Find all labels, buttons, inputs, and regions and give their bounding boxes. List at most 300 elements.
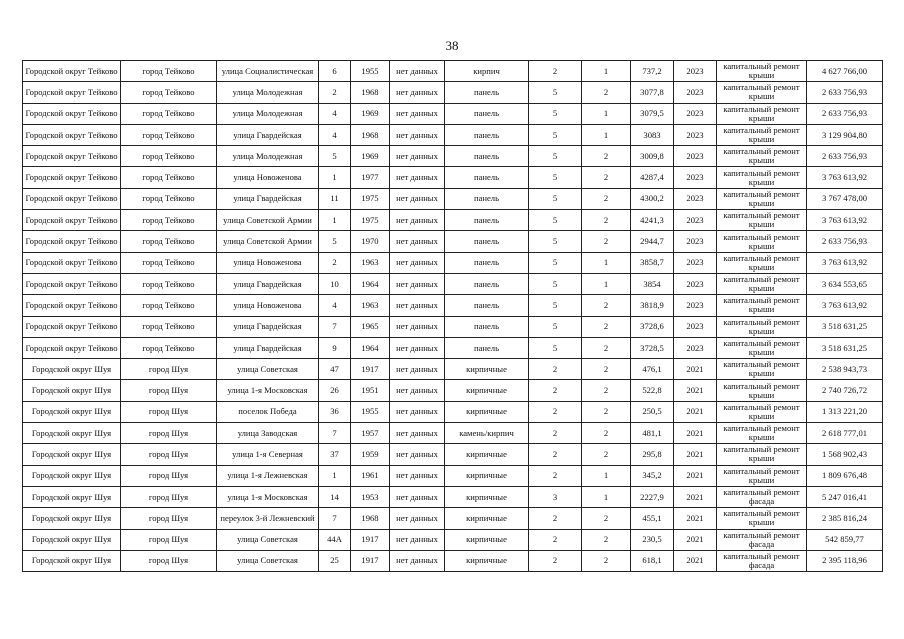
cell-plan-year: 2021	[674, 465, 717, 486]
cell-wall-material: панель	[445, 316, 529, 337]
cell-settlement: город Тейково	[121, 61, 217, 82]
cell-wall-material: кирпичные	[445, 529, 529, 550]
cell-wall-material: панель	[445, 82, 529, 103]
cell-wall-material: панель	[445, 231, 529, 252]
cell-year-built: 1917	[351, 550, 390, 571]
cell-street: улица Молодежная	[217, 82, 319, 103]
cell-work-type: капитальный ремонт фасада	[717, 550, 807, 571]
cell-year-overhaul: нет данных	[390, 423, 445, 444]
cell-year-built: 1975	[351, 188, 390, 209]
cell-area: 618,1	[631, 550, 674, 571]
cell-area: 230,5	[631, 529, 674, 550]
cell-work-type: капитальный ремонт крыши	[717, 61, 807, 82]
cell-area: 4241,3	[631, 210, 674, 231]
cell-year-built: 1969	[351, 103, 390, 124]
cell-floors: 5	[529, 167, 582, 188]
cell-settlement: город Шуя	[121, 465, 217, 486]
cell-work-type: капитальный ремонт крыши	[717, 124, 807, 145]
table-row	[23, 124, 883, 145]
cell-year-overhaul: нет данных	[390, 550, 445, 571]
table-row	[23, 82, 883, 103]
cell-area: 4300,2	[631, 188, 674, 209]
cell-year-built: 1953	[351, 486, 390, 507]
cell-cost: 3 763 613,92	[807, 252, 883, 273]
cell-municipality: Городской округ Тейково	[23, 337, 121, 358]
cell-settlement: город Тейково	[121, 337, 217, 358]
cell-cost: 3 763 613,92	[807, 210, 883, 231]
cell-plan-year: 2021	[674, 423, 717, 444]
cell-plan-year: 2023	[674, 316, 717, 337]
cell-year-overhaul: нет данных	[390, 82, 445, 103]
table-row	[23, 295, 883, 316]
cell-street: улица Молодежная	[217, 103, 319, 124]
cell-work-type: капитальный ремонт крыши	[717, 273, 807, 294]
cell-year-overhaul: нет данных	[390, 61, 445, 82]
cell-entrances: 2	[582, 550, 631, 571]
cell-entrances: 2	[582, 295, 631, 316]
cell-year-built: 1963	[351, 295, 390, 316]
cell-work-type: капитальный ремонт крыши	[717, 295, 807, 316]
cell-year-overhaul: нет данных	[390, 295, 445, 316]
cell-settlement: город Шуя	[121, 380, 217, 401]
cell-municipality: Городской округ Шуя	[23, 423, 121, 444]
cell-work-type: капитальный ремонт крыши	[717, 359, 807, 380]
table-row	[23, 401, 883, 422]
cell-plan-year: 2023	[674, 146, 717, 167]
cell-area: 345,2	[631, 465, 674, 486]
cell-cost: 1 809 676,48	[807, 465, 883, 486]
buildings-table	[22, 60, 883, 572]
cell-cost: 3 763 613,92	[807, 167, 883, 188]
cell-entrances: 2	[582, 380, 631, 401]
cell-entrances: 2	[582, 337, 631, 358]
cell-street: улица Заводская	[217, 423, 319, 444]
cell-cost: 4 627 766,00	[807, 61, 883, 82]
cell-year-built: 1975	[351, 210, 390, 231]
cell-house-number: 11	[319, 188, 351, 209]
cell-settlement: город Тейково	[121, 167, 217, 188]
cell-year-overhaul: нет данных	[390, 465, 445, 486]
cell-work-type: капитальный ремонт крыши	[717, 337, 807, 358]
table-row	[23, 337, 883, 358]
cell-work-type: капитальный ремонт фасада	[717, 486, 807, 507]
table-row	[23, 529, 883, 550]
cell-house-number: 4	[319, 295, 351, 316]
cell-floors: 5	[529, 188, 582, 209]
cell-floors: 5	[529, 295, 582, 316]
cell-work-type: капитальный ремонт крыши	[717, 82, 807, 103]
cell-year-overhaul: нет данных	[390, 380, 445, 401]
table-row	[23, 550, 883, 571]
cell-floors: 5	[529, 146, 582, 167]
cell-floors: 5	[529, 231, 582, 252]
cell-work-type: капитальный ремонт крыши	[717, 316, 807, 337]
cell-floors: 2	[529, 508, 582, 529]
cell-plan-year: 2021	[674, 401, 717, 422]
cell-street: улица Советская	[217, 359, 319, 380]
cell-wall-material: кирпич	[445, 61, 529, 82]
table-row	[23, 210, 883, 231]
cell-settlement: город Тейково	[121, 103, 217, 124]
cell-municipality: Городской округ Шуя	[23, 486, 121, 507]
cell-work-type: капитальный ремонт крыши	[717, 465, 807, 486]
cell-area: 3858,7	[631, 252, 674, 273]
cell-street: улица Советская	[217, 550, 319, 571]
cell-wall-material: панель	[445, 146, 529, 167]
cell-municipality: Городской округ Шуя	[23, 401, 121, 422]
cell-house-number: 44А	[319, 529, 351, 550]
cell-municipality: Городской округ Тейково	[23, 124, 121, 145]
cell-municipality: Городской округ Тейково	[23, 252, 121, 273]
cell-plan-year: 2023	[674, 124, 717, 145]
table-row	[23, 273, 883, 294]
cell-area: 3854	[631, 273, 674, 294]
cell-entrances: 2	[582, 401, 631, 422]
cell-cost: 5 247 016,41	[807, 486, 883, 507]
cell-entrances: 1	[582, 273, 631, 294]
cell-wall-material: панель	[445, 124, 529, 145]
cell-area: 3079,5	[631, 103, 674, 124]
cell-entrances: 1	[582, 465, 631, 486]
cell-settlement: город Тейково	[121, 231, 217, 252]
cell-municipality: Городской округ Шуя	[23, 359, 121, 380]
cell-floors: 2	[529, 550, 582, 571]
cell-house-number: 4	[319, 103, 351, 124]
cell-cost: 2 740 726,72	[807, 380, 883, 401]
cell-municipality: Городской округ Тейково	[23, 82, 121, 103]
cell-plan-year: 2023	[674, 188, 717, 209]
cell-year-built: 1957	[351, 423, 390, 444]
cell-wall-material: панель	[445, 337, 529, 358]
cell-year-overhaul: нет данных	[390, 444, 445, 465]
cell-wall-material: панель	[445, 167, 529, 188]
cell-floors: 2	[529, 380, 582, 401]
cell-work-type: капитальный ремонт крыши	[717, 188, 807, 209]
cell-floors: 5	[529, 316, 582, 337]
cell-municipality: Городской округ Тейково	[23, 295, 121, 316]
table-row	[23, 252, 883, 273]
cell-area: 522,8	[631, 380, 674, 401]
cell-work-type: капитальный ремонт фасада	[717, 529, 807, 550]
cell-area: 250,5	[631, 401, 674, 422]
cell-work-type: капитальный ремонт крыши	[717, 146, 807, 167]
cell-year-built: 1970	[351, 231, 390, 252]
cell-plan-year: 2023	[674, 252, 717, 273]
cell-street: улица Гвардейская	[217, 273, 319, 294]
cell-plan-year: 2023	[674, 82, 717, 103]
cell-street: поселок Победа	[217, 401, 319, 422]
cell-municipality: Городской округ Тейково	[23, 103, 121, 124]
cell-entrances: 2	[582, 316, 631, 337]
cell-work-type: капитальный ремонт крыши	[717, 444, 807, 465]
cell-plan-year: 2023	[674, 210, 717, 231]
cell-year-overhaul: нет данных	[390, 273, 445, 294]
cell-plan-year: 2021	[674, 359, 717, 380]
cell-settlement: город Тейково	[121, 124, 217, 145]
cell-area: 3818,9	[631, 295, 674, 316]
table-row	[23, 444, 883, 465]
cell-municipality: Городской округ Шуя	[23, 444, 121, 465]
page-number: 38	[445, 38, 459, 53]
cell-municipality: Городской округ Тейково	[23, 61, 121, 82]
cell-entrances: 2	[582, 146, 631, 167]
cell-year-built: 1968	[351, 82, 390, 103]
cell-plan-year: 2021	[674, 444, 717, 465]
cell-year-overhaul: нет данных	[390, 337, 445, 358]
cell-plan-year: 2023	[674, 61, 717, 82]
table-row	[23, 316, 883, 337]
cell-year-built: 1917	[351, 359, 390, 380]
cell-entrances: 2	[582, 167, 631, 188]
cell-area: 481,1	[631, 423, 674, 444]
cell-wall-material: панель	[445, 252, 529, 273]
cell-area: 3728,6	[631, 316, 674, 337]
cell-year-built: 1977	[351, 167, 390, 188]
cell-work-type: капитальный ремонт крыши	[717, 103, 807, 124]
cell-year-overhaul: нет данных	[390, 508, 445, 529]
cell-street: улица Гвардейская	[217, 188, 319, 209]
cell-plan-year: 2021	[674, 486, 717, 507]
cell-cost: 2 633 756,93	[807, 82, 883, 103]
cell-house-number: 4	[319, 124, 351, 145]
cell-municipality: Городской округ Тейково	[23, 231, 121, 252]
cell-plan-year: 2021	[674, 380, 717, 401]
cell-house-number: 10	[319, 273, 351, 294]
cell-wall-material: панель	[445, 210, 529, 231]
cell-municipality: Городской округ Шуя	[23, 529, 121, 550]
cell-wall-material: кирпичные	[445, 444, 529, 465]
cell-year-built: 1965	[351, 316, 390, 337]
cell-street: улица Советская	[217, 529, 319, 550]
cell-year-built: 1917	[351, 529, 390, 550]
cell-street: улица Молодежная	[217, 146, 319, 167]
cell-house-number: 14	[319, 486, 351, 507]
cell-floors: 5	[529, 252, 582, 273]
cell-year-overhaul: нет данных	[390, 252, 445, 273]
cell-plan-year: 2023	[674, 295, 717, 316]
cell-wall-material: кирпичные	[445, 508, 529, 529]
cell-plan-year: 2023	[674, 231, 717, 252]
cell-cost: 542 859,77	[807, 529, 883, 550]
cell-cost: 1 568 902,43	[807, 444, 883, 465]
cell-area: 3077,8	[631, 82, 674, 103]
cell-year-built: 1968	[351, 124, 390, 145]
cell-house-number: 47	[319, 359, 351, 380]
cell-year-overhaul: нет данных	[390, 103, 445, 124]
cell-entrances: 2	[582, 423, 631, 444]
cell-house-number: 7	[319, 423, 351, 444]
cell-municipality: Городской округ Шуя	[23, 550, 121, 571]
cell-wall-material: панель	[445, 188, 529, 209]
cell-street: улица 1-я Лежневская	[217, 465, 319, 486]
cell-house-number: 1	[319, 465, 351, 486]
cell-work-type: капитальный ремонт крыши	[717, 401, 807, 422]
cell-entrances: 2	[582, 82, 631, 103]
cell-year-overhaul: нет данных	[390, 316, 445, 337]
table-row	[23, 508, 883, 529]
table-row	[23, 167, 883, 188]
cell-settlement: город Шуя	[121, 529, 217, 550]
cell-cost: 2 633 756,93	[807, 231, 883, 252]
cell-cost: 2 633 756,93	[807, 103, 883, 124]
cell-area: 3083	[631, 124, 674, 145]
cell-entrances: 1	[582, 486, 631, 507]
cell-year-overhaul: нет данных	[390, 359, 445, 380]
table-row	[23, 380, 883, 401]
table-body	[23, 61, 883, 572]
cell-year-built: 1955	[351, 401, 390, 422]
cell-area: 3728,5	[631, 337, 674, 358]
cell-area: 737,2	[631, 61, 674, 82]
cell-wall-material: панель	[445, 103, 529, 124]
cell-cost: 1 313 221,20	[807, 401, 883, 422]
cell-cost: 3 763 613,92	[807, 295, 883, 316]
cell-work-type: капитальный ремонт крыши	[717, 252, 807, 273]
cell-floors: 3	[529, 486, 582, 507]
cell-house-number: 26	[319, 380, 351, 401]
cell-wall-material: панель	[445, 273, 529, 294]
table-row	[23, 423, 883, 444]
cell-plan-year: 2021	[674, 529, 717, 550]
cell-street: улица Новоженова	[217, 295, 319, 316]
cell-entrances: 2	[582, 444, 631, 465]
table-row	[23, 61, 883, 82]
cell-plan-year: 2023	[674, 103, 717, 124]
cell-cost: 2 633 756,93	[807, 146, 883, 167]
cell-year-overhaul: нет данных	[390, 167, 445, 188]
cell-entrances: 1	[582, 103, 631, 124]
cell-work-type: капитальный ремонт крыши	[717, 423, 807, 444]
cell-work-type: капитальный ремонт крыши	[717, 508, 807, 529]
cell-plan-year: 2023	[674, 167, 717, 188]
cell-plan-year: 2023	[674, 337, 717, 358]
cell-municipality: Городской округ Тейково	[23, 210, 121, 231]
cell-year-overhaul: нет данных	[390, 529, 445, 550]
cell-settlement: город Тейково	[121, 210, 217, 231]
cell-municipality: Городской округ Тейково	[23, 273, 121, 294]
cell-house-number: 7	[319, 316, 351, 337]
cell-entrances: 2	[582, 188, 631, 209]
cell-floors: 2	[529, 61, 582, 82]
table-row	[23, 103, 883, 124]
cell-wall-material: кирпичные	[445, 486, 529, 507]
cell-entrances: 1	[582, 252, 631, 273]
cell-street: улица 1-я Московская	[217, 380, 319, 401]
cell-settlement: город Шуя	[121, 444, 217, 465]
cell-work-type: капитальный ремонт крыши	[717, 231, 807, 252]
cell-house-number: 36	[319, 401, 351, 422]
cell-street: улица Советской Армии	[217, 231, 319, 252]
cell-settlement: город Тейково	[121, 188, 217, 209]
table-row	[23, 231, 883, 252]
cell-street: переулок 3-й Лежневский	[217, 508, 319, 529]
cell-house-number: 5	[319, 231, 351, 252]
cell-house-number: 2	[319, 252, 351, 273]
cell-floors: 5	[529, 210, 582, 231]
cell-work-type: капитальный ремонт крыши	[717, 167, 807, 188]
cell-house-number: 7	[319, 508, 351, 529]
cell-floors: 2	[529, 465, 582, 486]
cell-entrances: 2	[582, 231, 631, 252]
cell-floors: 5	[529, 82, 582, 103]
cell-house-number: 9	[319, 337, 351, 358]
cell-wall-material: панель	[445, 295, 529, 316]
cell-municipality: Городской округ Тейково	[23, 167, 121, 188]
cell-settlement: город Тейково	[121, 82, 217, 103]
cell-cost: 3 767 478,00	[807, 188, 883, 209]
cell-street: улица Новоженова	[217, 167, 319, 188]
cell-cost: 3 518 631,25	[807, 337, 883, 358]
cell-settlement: город Шуя	[121, 401, 217, 422]
cell-street: улица 1-я Московская	[217, 486, 319, 507]
cell-settlement: город Тейково	[121, 316, 217, 337]
cell-entrances: 1	[582, 61, 631, 82]
cell-year-built: 1951	[351, 380, 390, 401]
cell-year-overhaul: нет данных	[390, 401, 445, 422]
cell-house-number: 6	[319, 61, 351, 82]
cell-entrances: 1	[582, 124, 631, 145]
cell-wall-material: кирпичные	[445, 380, 529, 401]
cell-work-type: капитальный ремонт крыши	[717, 210, 807, 231]
cell-year-built: 1964	[351, 273, 390, 294]
cell-plan-year: 2021	[674, 550, 717, 571]
cell-house-number: 5	[319, 146, 351, 167]
cell-street: улица Советской Армии	[217, 210, 319, 231]
cell-street: улица 1-я Северная	[217, 444, 319, 465]
cell-plan-year: 2021	[674, 508, 717, 529]
cell-settlement: город Шуя	[121, 508, 217, 529]
cell-wall-material: кирпичные	[445, 550, 529, 571]
cell-street: улица Гвардейская	[217, 337, 319, 358]
cell-floors: 5	[529, 103, 582, 124]
cell-year-built: 1963	[351, 252, 390, 273]
cell-wall-material: кирпичные	[445, 401, 529, 422]
cell-wall-material: камень/кирпич	[445, 423, 529, 444]
cell-settlement: город Тейково	[121, 295, 217, 316]
table-row	[23, 146, 883, 167]
cell-floors: 5	[529, 124, 582, 145]
table-row	[23, 188, 883, 209]
cell-municipality: Городской округ Тейково	[23, 146, 121, 167]
cell-year-built: 1969	[351, 146, 390, 167]
cell-area: 295,8	[631, 444, 674, 465]
cell-house-number: 37	[319, 444, 351, 465]
cell-area: 3009,8	[631, 146, 674, 167]
cell-year-overhaul: нет данных	[390, 210, 445, 231]
cell-street: улица Социалистическая	[217, 61, 319, 82]
cell-municipality: Городской округ Шуя	[23, 380, 121, 401]
cell-area: 2944,7	[631, 231, 674, 252]
cell-year-built: 1955	[351, 61, 390, 82]
cell-cost: 3 518 631,25	[807, 316, 883, 337]
cell-cost: 3 634 553,65	[807, 273, 883, 294]
cell-settlement: город Шуя	[121, 550, 217, 571]
cell-wall-material: кирпичные	[445, 465, 529, 486]
cell-cost: 2 618 777,01	[807, 423, 883, 444]
cell-year-built: 1961	[351, 465, 390, 486]
cell-settlement: город Тейково	[121, 252, 217, 273]
cell-street: улица Гвардейская	[217, 316, 319, 337]
cell-cost: 2 385 816,24	[807, 508, 883, 529]
cell-municipality: Городской округ Тейково	[23, 316, 121, 337]
cell-floors: 2	[529, 444, 582, 465]
cell-year-overhaul: нет данных	[390, 146, 445, 167]
cell-entrances: 2	[582, 508, 631, 529]
cell-area: 476,1	[631, 359, 674, 380]
cell-municipality: Городской округ Шуя	[23, 508, 121, 529]
cell-floors: 5	[529, 337, 582, 358]
cell-area: 4287,4	[631, 167, 674, 188]
